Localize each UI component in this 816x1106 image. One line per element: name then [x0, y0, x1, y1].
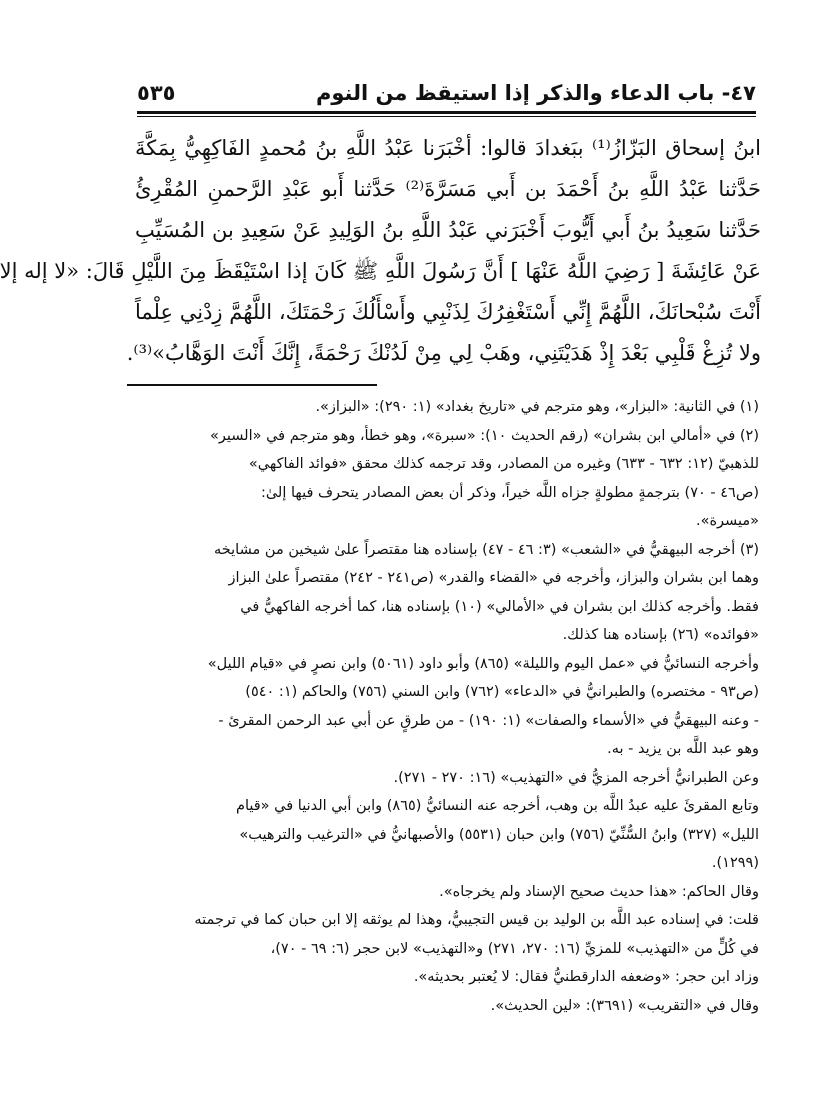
footnote-line: - وعنه البيهقيُّ في «الأسماء والصفات» (١: ١٩٠) - من طرقٍ عن أبي عبد الرحمن المقرئ - [218, 712, 759, 729]
text-line: ابنُ إسحاق البَزّازُ⁽¹⁾ ببَغدادَ قالوا: أخْبَرَنا عَبْدُ اللَّهِ بنُ مُحمدٍ الفَاكِهِيُّ بِمَكَّةَ [135, 136, 762, 160]
header-rule [137, 111, 756, 114]
footnote-line: وهو عبد اللَّه بن يزيد - به. [607, 741, 759, 757]
chapter-title: ٤٧- باب الدعاء والذكر إذا استيقظ من النوم [315, 81, 756, 105]
footnote-line: (ص٩٣ - مختصره) والطبرانيُّ في «الدعاء» (٧٦٢) وابن السني (٧٥٦) والحاكم (١: ٥٤٠) [245, 684, 759, 700]
text-line: حَدَّثنا سَعِيدُ بنُ أَبي أَيُّوبَ أَخْبَرَني عَبْدُ اللَّهِ بنُ الوَلِيدِ عَنْ سَعِيدِ بن المُسَيِّبِ [135, 218, 761, 242]
footnote-line: قلت: في إسناده عبد اللَّه بن الوليد بن قيس التجيبيُّ، وهذا لم يوثقه إلا ابن حبان كما في ترجمته [194, 912, 759, 928]
hadith-text [0, 128, 762, 374]
footnote-separator [127, 384, 377, 386]
header-rule-thin [137, 116, 756, 117]
text-line: ولا تُزِغْ قَلْبِي بَعْدَ إِذْ هَدَيْتَنِي، وهَبْ لِي مِنْ لَدُنْكَ رَحْمَةً، إِنَّكَ أَنْتَ الوَهَّابُ»⁽³⁾. [126, 341, 761, 365]
footnote-line: وعن الطبرانيُّ أخرجه المزيُّ في «التهذيب» (١٦: ٢٧٠ - ٢٧١). [393, 769, 759, 786]
footnote-line: (٣) أخرجه البيهقيُّ في «الشعب» (٣: ٤٦ - ٤٧) بإسناده هنا مقتصراً علىٰ شيخين من مشايخه [214, 541, 759, 558]
footnote-line: «فوائده» (٢٦) بإسناده هنا كذلك. [562, 627, 759, 643]
footnote-line: وقال في «التقريب» (٣٦٩١): «لين الحديث». [490, 997, 759, 1014]
page-number: ٥٣٥ [137, 81, 176, 105]
text-line: حَدَّثنا عَبْدُ اللَّهِ بنُ أَحْمَدَ بن أَبي مَسَرَّةَ⁽²⁾ حَدَّثنا أَبو عَبْدِ الرَّحمنِ المُقْرِئُ [135, 177, 761, 201]
text-line: أَنْتَ سُبْحانَكَ، اللَّهُمَّ إِنِّي أَسْتَغْفِرُكَ لِذَنْبِي وأَسْأَلُكَ رَحْمَتَكَ، اللَّهُمَّ زِدْنِي عِلْماً [135, 300, 761, 324]
footnote-line: فقط. وأخرجه كذلك ابن بشران في «الأمالي» (١٠) بإسناده هنا، كما أخرجه الفاكهيُّ في [240, 598, 759, 615]
footnote-line: الليل» (٣٢٧) وابنُ السُّنِّيّ (٧٥٦) وابن حبان (٥٥٣١) والأصبهانيُّ في «الترغيب والترهيب» [239, 826, 759, 843]
footnote-line: وتابع المقرئَ عليه عبدُ اللَّه بن وهب، أخرجه عنه النسائيُّ (٨٦٥) وابن أبي الدنيا في «قيام [235, 798, 759, 814]
page-header [137, 74, 756, 112]
footnote-line: (١) في الثانية: «البزار»، وهو مترجم في «تاريخ بغداد» (١: ٢٩٠): «البزاز». [315, 399, 759, 415]
footnote-line: وزاد ابن حجر: «وضعفه الدارقطنيُّ فقال: لا يُعتبر بحديثه». [413, 969, 759, 985]
footnote-line: «ميسرة». [695, 513, 759, 529]
footnote-line: وهما ابن بشران والبزاز، وأخرجه في «القضاء والقدر» (ص٢٤١ - ٢٤٢) مقتصراً علىٰ البزاز [228, 570, 759, 586]
text-line: عَنْ عَائِشَةَ [ رَضِيَ اللَّهُ عَنْهَا ] أَنَّ رَسُولَ اللَّهِ ﷺ كَانَ إذا اسْتَيْقَظَ مِنَ اللَّيْلِ قَالَ: «لا إله إلا [0, 259, 761, 283]
footnotes [137, 393, 759, 1020]
footnote-line: (١٢٩٩). [711, 855, 759, 871]
footnote-line: وأخرجه النسائيُّ في «عمل اليوم والليلة» (٨٦٥) وأبو داود (٥٠٦١) وابن نصرٍ في «قيام الليل» [207, 655, 759, 672]
footnote-line: (ص٤٦ - ٧٠) بترجمةٍ مطولةٍ جزاه اللَّه خيراً، وذكر أن بعض المصادر يتحرف فيها إلىٰ: [260, 484, 759, 501]
footnote-line: في كُلٍّ من «التهذيب» للمزيِّ (١٦: ٢٧٠، ٢٧١) و«التهذيب» لابن حجر (٦: ٦٩ - ٧٠)، [270, 940, 759, 957]
footnote-line: وقال الحاكم: «هذا حديث صحيح الإسناد ولم يخرجاه». [439, 883, 759, 900]
footnote-line: (٢) في «أمالي ابن بشران» (رقم الحديث ١٠): «سبرة»، وهو خطأ، وهو مترجم في «السير» [209, 427, 759, 444]
footnote-line: للذهبيّ (١٢: ٦٣٢ - ٦٣٣) وغيره من المصادر، وقد ترجمه كذلك محقق «فوائد الفاكهي» [248, 456, 759, 472]
